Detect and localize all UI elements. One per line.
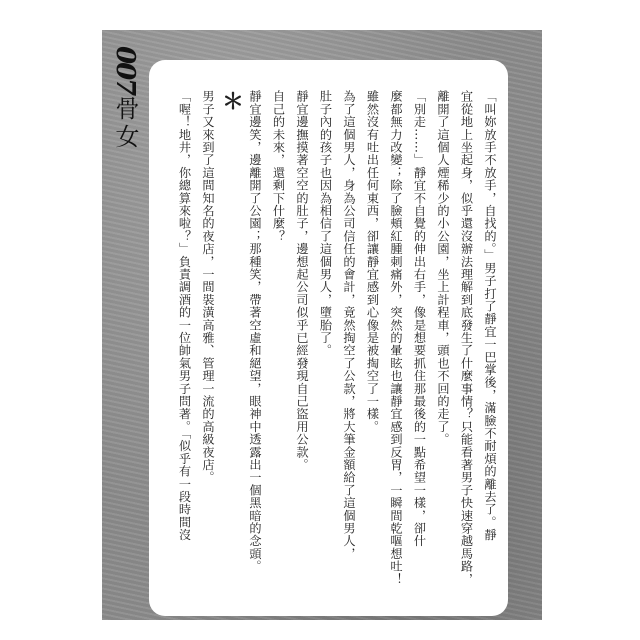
text-column: 為了這個男人，身為公司信任的會計，竟然掏空了公款，將大筆金額給了這個男人， bbox=[342, 90, 356, 560]
page-number: 007 bbox=[110, 46, 140, 95]
text-column: 「喔！地井，你總算來啦？」負責調酒的一位帥氣男子問著。「似乎有一段時間沒 bbox=[177, 90, 192, 542]
text-column: 「別走……」靜宜不自覺的伸出右手，像是想要抓住那最後的一點希望一樣，卻什 bbox=[412, 90, 427, 548]
text-column: 「叫妳放手不放手，自找的。」男子打了靜宜一巴掌後，滿臉不耐煩的離去了。靜 bbox=[483, 90, 497, 542]
text-column: 肚子內的孩子也因為相信了這個男人，墮胎了。 bbox=[318, 90, 333, 357]
text-column: 雖然沒有吐出任何東西，卻讓靜宜感到心像是被掏空了一樣。 bbox=[365, 90, 380, 433]
body-text bbox=[163, 90, 501, 610]
section-separator: ＊ bbox=[218, 90, 245, 113]
text-panel bbox=[149, 60, 508, 616]
text-column: 麼都無力改變；除了臉頰紅腫刺痛外，突然的暈眩也讓靜宜感到反胃，一瞬間乾嘔想吐！ bbox=[389, 90, 403, 586]
page-sidebar bbox=[102, 30, 148, 620]
text-column: 靜宜邊撫摸著空空的肚子，邊想起公司似乎已經發現自己盜用公款。 bbox=[295, 90, 309, 471]
text-column: 靜宜邊笑，邊離開了公園；那種笑，帶著空虛和絕望，眼神中透露出一個黑暗的念頭。 bbox=[248, 90, 262, 573]
text-column: 離開了這個人煙稀少的小公園，坐上計程車，頭也不回的走了。 bbox=[436, 90, 450, 446]
book-page bbox=[102, 30, 542, 620]
text-column: 自己的未來，還剩下什麼？ bbox=[271, 90, 286, 243]
text-column: 男子又來到了這間知名的夜店，一間裝潢高雅、管理一流的高級夜店。 bbox=[201, 90, 215, 484]
text-column: 宜從地上坐起身，似乎還沒辦法理解到底發生了什麼事情？只能看著男子快速穿越馬路， bbox=[459, 90, 474, 586]
chapter-title: 骨女 bbox=[111, 96, 139, 152]
